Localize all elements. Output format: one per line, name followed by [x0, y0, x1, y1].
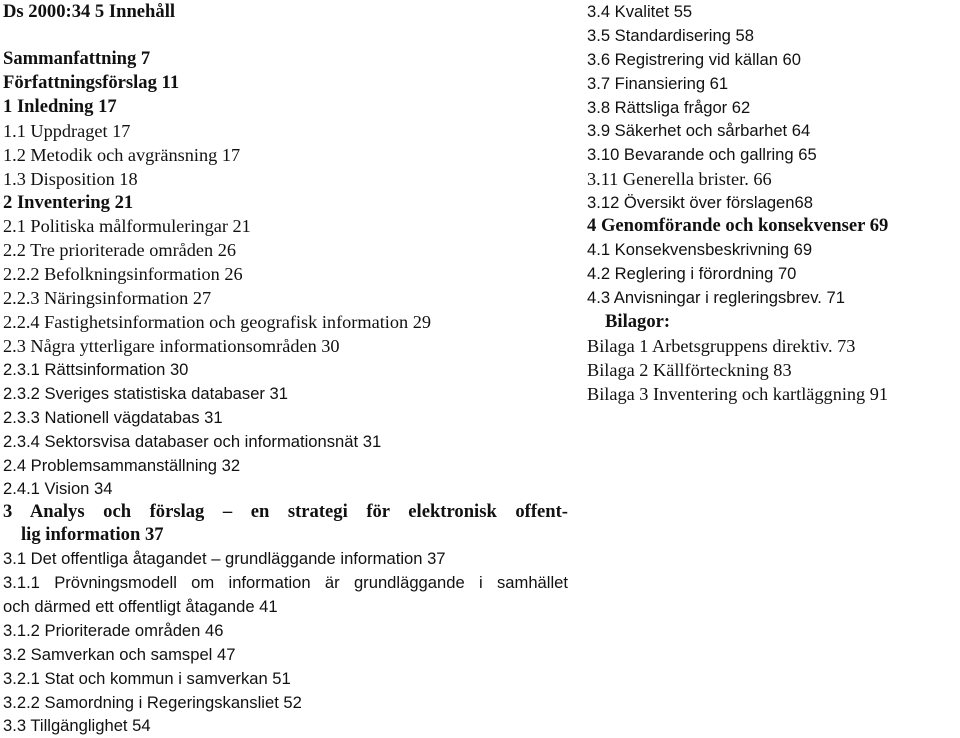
- toc-entry: 3.4 Kvalitet 55: [587, 2, 693, 21]
- toc-entry: Bilaga 1 Arbetsgruppens direktiv. 73: [587, 336, 856, 356]
- toc-entry: 3.11 Generella brister. 66: [587, 169, 772, 189]
- toc-entry: 1.1 Uppdraget 17: [3, 121, 131, 141]
- toc-entry: 3 Analys och förslag – en strategi för elektronisk offent-: [3, 501, 568, 522]
- toc-entry: 4.3 Anvisningar i regleringsbrev. 71: [587, 288, 845, 307]
- toc-entry: 3.1.2 Prioriterade områden 46: [3, 621, 224, 640]
- toc-entry: 3.2.2 Samordning i Regeringskansliet 52: [3, 693, 302, 712]
- toc-entry: 3.9 Säkerhet och sårbarhet 64: [587, 121, 811, 140]
- toc-entry: 2.2.3 Näringsinformation 27: [3, 288, 212, 308]
- toc-entry: 1 Inledning 17: [3, 96, 117, 117]
- toc-entry: 3.5 Standardisering 58: [587, 26, 754, 45]
- toc-entry: 2.4 Problemsammanställning 32: [3, 456, 241, 475]
- toc-entry: Författningsförslag 11: [3, 72, 180, 93]
- toc-entry: 3.3 Tillgänglighet 54: [3, 716, 151, 735]
- toc-entry: Bilaga 2 Källförteckning 83: [587, 360, 792, 380]
- toc-entry: 2.3 Några ytterligare informationsområden 30: [3, 336, 340, 356]
- toc-entry: 2 Inventering 21: [3, 192, 134, 213]
- toc-entry: Ds 2000:34 5 Innehåll: [3, 1, 176, 22]
- toc-entry: 3.1.1 Prövningsmodell om information är grundläggande i samhället: [3, 573, 568, 592]
- toc-entry: lig information 37: [21, 524, 164, 545]
- toc-entry: 4.2 Reglering i förordning 70: [587, 264, 797, 283]
- toc-entry: 2.3.3 Nationell vägdatabas 31: [3, 408, 223, 427]
- toc-entry: 2.1 Politiska målformuleringar 21: [3, 216, 251, 236]
- toc-entry: 1.2 Metodik och avgränsning 17: [3, 145, 241, 165]
- toc-entry: Sammanfattning 7: [3, 48, 151, 69]
- toc-entry: 2.2.2 Befolkningsinformation 26: [3, 264, 243, 284]
- toc-entry: Bilagor:: [605, 311, 671, 332]
- toc-entry: 4.1 Konsekvensbeskrivning 69: [587, 240, 813, 259]
- toc-entry: 3.2.1 Stat och kommun i samverkan 51: [3, 669, 291, 688]
- toc-entry: Bilaga 3 Inventering och kartläggning 91: [587, 384, 889, 404]
- toc-entry: 2.3.4 Sektorsvisa databaser och informationsnät 31: [3, 432, 382, 451]
- toc-entry: 3.7 Finansiering 61: [587, 74, 729, 93]
- toc-entry: 2.4.1 Vision 34: [3, 479, 113, 498]
- toc-entry: 1.3 Disposition 18: [3, 169, 138, 189]
- toc-entry: 3.8 Rättsliga frågor 62: [587, 98, 751, 117]
- toc-entry: 3.1 Det offentliga åtagandet – grundläggande information 37: [3, 549, 446, 568]
- toc-entry: 3.12 Översikt över förslagen68: [587, 193, 813, 212]
- toc-entry: 3.6 Registrering vid källan 60: [587, 50, 801, 69]
- toc-entry: och därmed ett offentligt åtagande 41: [3, 597, 278, 616]
- toc-entry: 3.2 Samverkan och samspel 47: [3, 645, 236, 664]
- toc-entry: 3.10 Bevarande och gallring 65: [587, 145, 817, 164]
- toc-entry: 2.2 Tre prioriterade områden 26: [3, 240, 237, 260]
- toc-entry: 2.3.2 Sveriges statistiska databaser 31: [3, 384, 289, 403]
- toc-entry: 2.2.4 Fastighetsinformation och geografisk information 29: [3, 312, 432, 332]
- toc-entry: 2.3.1 Rättsinformation 30: [3, 360, 189, 379]
- toc-entry: 4 Genomförande och konsekvenser 69: [587, 215, 889, 236]
